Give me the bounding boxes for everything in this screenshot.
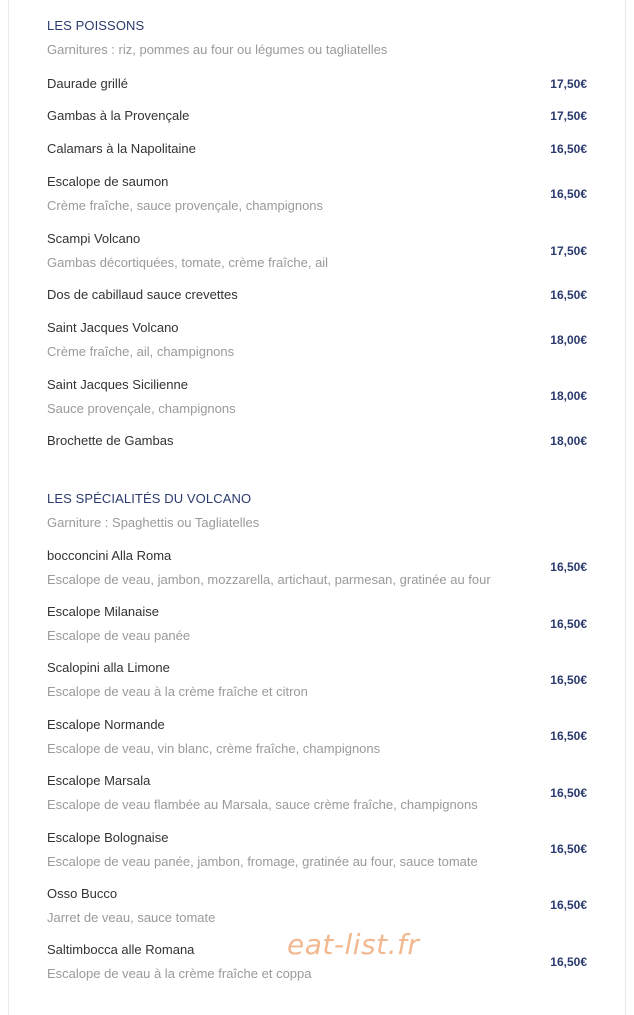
menu-item-escalope-milanaise bbox=[47, 604, 592, 644]
menu-item-bocconcini bbox=[47, 548, 592, 588]
item-price: 16,50€ bbox=[550, 560, 587, 574]
watermark-logo: eat-list.fr bbox=[287, 928, 420, 961]
item-name: Scampi Volcano bbox=[47, 231, 141, 246]
item-name: Saint Jacques Volcano bbox=[47, 320, 179, 335]
item-description: Escalope de veau flambée au Marsala, sauce crème fraîche, champignons bbox=[47, 797, 478, 812]
item-name: Calamars à la Napolitaine bbox=[47, 141, 196, 156]
menu-item-escalope-marsala bbox=[47, 773, 592, 813]
section-specialites bbox=[47, 491, 592, 531]
item-name: Dos de cabillaud sauce crevettes bbox=[47, 287, 238, 302]
section-subtitle: Garniture : Spaghettis ou Tagliatelles bbox=[47, 515, 260, 530]
item-name: bocconcini Alla Roma bbox=[47, 548, 172, 563]
item-name: Escalope Normande bbox=[47, 717, 165, 732]
item-price: 16,50€ bbox=[550, 142, 587, 156]
menu-item-daurade bbox=[47, 76, 592, 92]
item-description: Crème fraîche, sauce provençale, champignons bbox=[47, 198, 324, 213]
item-price: 17,50€ bbox=[550, 77, 587, 91]
menu-item-gambas-provencale bbox=[47, 108, 592, 124]
item-description: Escalope de veau à la crème fraîche et citron bbox=[47, 684, 308, 699]
menu-item-saint-jacques-volcano bbox=[47, 320, 592, 360]
item-description: Escalope de veau, vin blanc, crème fraîche, champignons bbox=[47, 741, 381, 756]
item-description: Sauce provençale, champignons bbox=[47, 401, 236, 416]
item-price: 17,50€ bbox=[550, 244, 587, 258]
item-price: 16,50€ bbox=[550, 617, 587, 631]
menu-item-escalope-bolognaise bbox=[47, 830, 592, 870]
item-description: Escalope de veau panée bbox=[47, 628, 191, 643]
item-name: Gambas à la Provençale bbox=[47, 108, 190, 123]
menu-item-escalope-saumon bbox=[47, 174, 592, 214]
item-name: Daurade grillé bbox=[47, 76, 128, 91]
item-description: Escalope de veau à la crème fraîche et coppa bbox=[47, 966, 312, 981]
item-name: Escalope Bolognaise bbox=[47, 830, 169, 845]
item-name: Escalope Milanaise bbox=[47, 604, 160, 619]
menu-item-brochette-gambas bbox=[47, 433, 592, 449]
item-price: 16,50€ bbox=[550, 187, 587, 201]
section-title: LES SPÉCIALITÉS DU VOLCANO bbox=[47, 491, 252, 506]
item-price: 16,50€ bbox=[550, 288, 587, 302]
item-price: 18,00€ bbox=[550, 333, 587, 347]
item-price: 16,50€ bbox=[550, 729, 587, 743]
item-price: 16,50€ bbox=[550, 898, 587, 912]
item-description: Escalope de veau panée, jambon, fromage, gratinée au four, sauce tomate bbox=[47, 854, 478, 869]
item-name: Scalopini alla Limone bbox=[47, 660, 170, 675]
item-price: 18,00€ bbox=[550, 389, 587, 403]
menu-item-saint-jacques-sicilienne bbox=[47, 377, 592, 417]
item-price: 17,50€ bbox=[550, 109, 587, 123]
item-name: Brochette de Gambas bbox=[47, 433, 174, 448]
menu-item-osso-bucco bbox=[47, 886, 592, 926]
item-price: 16,50€ bbox=[550, 786, 587, 800]
item-description: Crème fraîche, ail, champignons bbox=[47, 344, 235, 359]
menu-item-dos-cabillaud bbox=[47, 287, 592, 303]
item-price: 18,00€ bbox=[550, 434, 587, 448]
item-name: Escalope de saumon bbox=[47, 174, 169, 189]
section-poissons bbox=[47, 18, 592, 58]
item-price: 16,50€ bbox=[550, 842, 587, 856]
menu-item-escalope-normande bbox=[47, 717, 592, 757]
section-title: LES POISSONS bbox=[47, 18, 145, 33]
item-price: 16,50€ bbox=[550, 955, 587, 969]
item-description: Jarret de veau, sauce tomate bbox=[47, 910, 216, 925]
item-description: Escalope de veau, jambon, mozzarella, artichaut, parmesan, gratinée au four bbox=[47, 572, 491, 587]
section-subtitle: Garnitures : riz, pommes au four ou légumes ou tagliatelles bbox=[47, 42, 388, 57]
item-name: Osso Bucco bbox=[47, 886, 118, 901]
item-name: Escalope Marsala bbox=[47, 773, 151, 788]
menu-item-calamars bbox=[47, 141, 592, 157]
menu-item-scalopini-limone bbox=[47, 660, 592, 700]
item-name: Saltimbocca alle Romana bbox=[47, 942, 195, 957]
menu-item-scampi-volcano bbox=[47, 231, 592, 271]
item-description: Gambas décortiquées, tomate, crème fraîche, ail bbox=[47, 255, 329, 270]
item-name: Saint Jacques Sicilienne bbox=[47, 377, 188, 392]
item-price: 16,50€ bbox=[550, 673, 587, 687]
